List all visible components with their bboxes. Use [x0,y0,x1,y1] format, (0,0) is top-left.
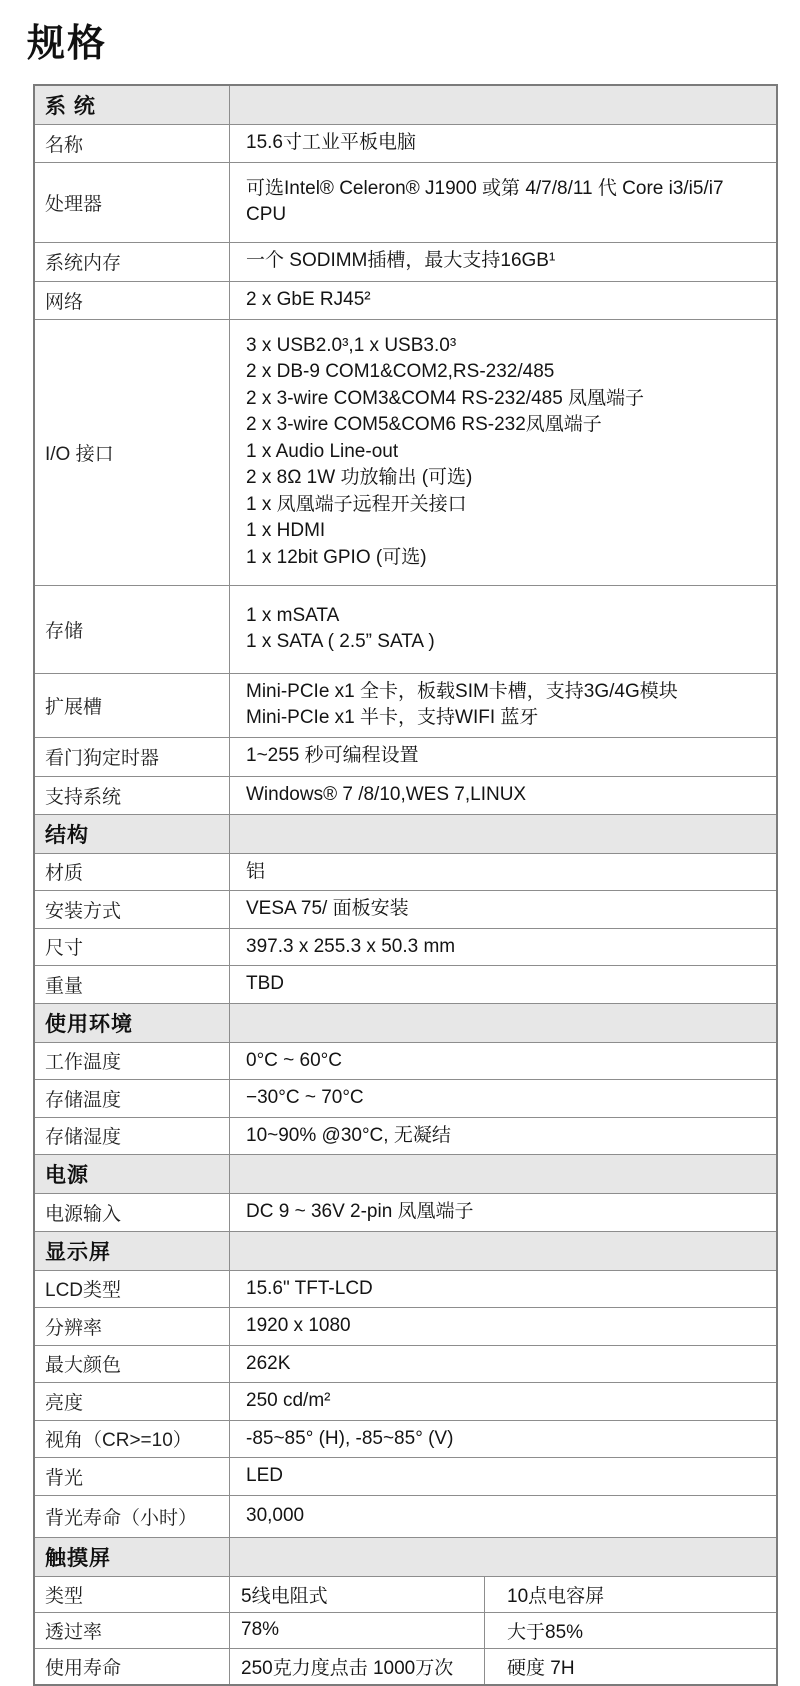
section-header-structure [35,815,776,854]
spec-row-touch-1 [35,1613,776,1649]
row-value-col-1: 10点电容屏 [507,1585,605,1607]
row-label-cell [35,163,230,242]
row-label: 背光 [45,1467,84,1489]
row-value-split [230,1649,776,1684]
row-value-line: 397.3 x 255.3 x 50.3 mm [246,935,456,957]
row-value-line: 0°C ~ 60°C [246,1049,342,1071]
row-value-cell [230,929,776,966]
spec-row-structure-3 [35,966,776,1004]
row-value-line: 1 x Audio Line-out [246,440,399,462]
section-header-fill [230,815,776,853]
row-value-cell [230,163,776,242]
row-value-line: 1 x HDMI [246,520,326,542]
row-label-cell [35,586,230,673]
row-label: 看门狗定时器 [45,748,160,769]
spec-row-system-1 [35,163,776,243]
row-label-cell [35,1271,230,1308]
row-label-cell [35,674,230,737]
section-header-fill [230,1232,776,1270]
section-header-label [35,1232,230,1270]
spec-row-system-0 [35,125,776,163]
spec-row-system-5 [35,586,776,674]
row-value-line: 10~90% @30°C, 无凝结 [246,1124,451,1146]
spec-row-display-2 [35,1346,776,1384]
row-label: 类型 [45,1585,84,1607]
row-value-line: Mini-PCIe x1 全卡，板载SIM卡槽，支持3G/4G模块 [246,680,678,702]
row-value-line: 1920 x 1080 [246,1315,351,1336]
row-value-cell [230,738,776,776]
spec-row-system-7 [35,738,776,777]
row-value-col-1: 大于85% [507,1621,584,1643]
row-value-line: LED [246,1465,283,1486]
row-label: 透过率 [45,1621,103,1643]
row-label: 分辨率 [45,1317,103,1339]
row-label: I/O 接口 [45,443,114,465]
row-label: 存储温度 [45,1089,122,1111]
section-header-label [35,86,230,124]
row-value-line: 2 x GbE RJ45² [246,288,371,310]
row-label-cell [35,1613,230,1648]
row-value-cell [230,674,776,737]
row-value-line: 1 x 12bit GPIO (可选) [246,546,427,568]
row-value-cell [230,1080,776,1117]
row-value-cell [230,282,776,319]
row-value-col-0: 78% [230,1613,485,1648]
section-header-text: 触摸屏 [45,1546,111,1570]
spec-row-power-0 [35,1194,776,1232]
spec-row-display-4 [35,1421,776,1459]
section-header-label [35,1538,230,1576]
row-value-line: 30,000 [246,1504,305,1526]
row-value-cell [230,320,776,585]
row-label: 安装方式 [45,900,122,922]
spec-row-system-8 [35,777,776,815]
row-value-cell [230,1308,776,1345]
row-label-cell [35,1308,230,1345]
page-title: 规格 [27,23,108,65]
row-value-line: Mini-PCIe x1 半卡，支持WIFI 蓝牙 [246,707,539,728]
row-label-cell [35,320,230,585]
row-label: 重量 [45,975,84,997]
row-value-cell [230,891,776,928]
row-value-cell [230,1383,776,1420]
row-label: 处理器 [45,193,103,215]
row-label-cell [35,1346,230,1383]
row-label: 电源输入 [45,1203,122,1225]
row-value-col-1: 硬度 7H [507,1657,575,1679]
row-value-line: 可选Intel® Celeron® J1900 或第 4/7/8/11 代 Core i3/i5/i7 CPU [246,177,724,225]
row-value-cell [230,777,776,814]
row-label: 材质 [45,863,84,885]
row-value-line: 15.6" TFT-LCD [246,1277,373,1299]
row-label-cell [35,125,230,162]
row-value-line: 一个 SODIMM插槽，最大支持16GB¹ [246,250,556,272]
spec-row-system-3 [35,282,776,320]
row-label-cell [35,777,230,814]
row-label: 工作温度 [45,1052,122,1074]
row-value-line: 15.6寸工业平板电脑 [246,132,416,153]
spec-row-touch-2 [35,1649,776,1684]
row-value-split [230,1613,776,1648]
row-label-cell [35,282,230,319]
row-label: 使用寿命 [45,1657,122,1679]
row-label-cell [35,891,230,928]
section-header-display [35,1232,776,1271]
row-label-cell [35,1496,230,1537]
section-header-text: 结构 [45,823,89,847]
row-label-cell [35,1194,230,1231]
spec-row-display-1 [35,1308,776,1346]
row-value-line: 2 x DB-9 COM1&COM2,RS-232/485 [246,361,555,383]
spec-row-system-2 [35,243,776,282]
row-value-line: 1 x SATA ( 2.5” SATA ) [246,631,435,652]
row-label: 尺寸 [45,938,84,960]
row-value-line: 1 x mSATA [246,604,340,626]
spec-row-system-4 [35,320,776,586]
row-value-line: 3 x USB2.0³,1 x USB3.0³ [246,334,457,356]
spec-row-structure-1 [35,891,776,929]
row-label-cell [35,1383,230,1420]
row-label-cell [35,1458,230,1495]
section-header-fill [230,1004,776,1042]
row-value-line: Windows® 7 /8/10,WES 7,LINUX [246,783,527,805]
section-header-fill [230,1155,776,1193]
row-value-cell [230,1421,776,1458]
row-value-line: -85~85° (H), -85~85° (V) [246,1427,454,1449]
row-label-cell [35,1118,230,1155]
row-label: 系统内存 [45,253,122,274]
row-label: 支持系统 [45,786,122,808]
row-label-cell [35,966,230,1003]
section-header-label [35,1004,230,1042]
row-label-cell [35,243,230,281]
section-header-power [35,1155,776,1194]
spec-row-structure-2 [35,929,776,967]
spec-row-display-0 [35,1271,776,1309]
section-header-text: 使用环境 [45,1012,133,1036]
row-value-line: 2 x 8Ω 1W 功放输出 (可选) [246,467,473,489]
row-label-cell [35,1421,230,1458]
row-value-line: 铝 [246,860,266,882]
row-value-line: 1~255 秒可编程设置 [246,745,419,767]
row-label-cell [35,929,230,966]
row-label: 最大颜色 [45,1355,122,1377]
spec-row-environment-2 [35,1118,776,1156]
row-label-cell [35,1043,230,1080]
row-label: LCD类型 [45,1280,122,1302]
spec-table [33,84,778,1686]
row-label: 背光寿命（小时） [45,1507,198,1529]
row-value-cell [230,1458,776,1495]
spec-row-display-6 [35,1496,776,1538]
spec-row-environment-0 [35,1043,776,1081]
row-value-col-0: 5线电阻式 [230,1577,485,1612]
row-value-cell [230,966,776,1003]
row-value-cell [230,243,776,281]
section-header-text: 电源 [45,1164,89,1187]
row-value-split [230,1577,776,1612]
row-value-line: 262K [246,1352,291,1374]
row-value-cell [230,1496,776,1537]
row-label: 视角（CR>=10） [45,1430,192,1452]
row-value-cell [230,586,776,673]
section-header-fill [230,86,776,124]
spec-row-environment-1 [35,1080,776,1118]
row-value-line: VESA 75/ 面板安装 [246,898,409,919]
section-header-label [35,815,230,853]
section-header-touch [35,1538,776,1577]
row-value-cell [230,1271,776,1308]
row-label-cell [35,1649,230,1684]
section-header-text: 系 统 [45,95,96,118]
row-label: 名称 [45,134,84,156]
row-label-cell [35,738,230,776]
row-value-line: −30°C ~ 70°C [246,1087,364,1108]
row-label: 亮度 [45,1392,84,1414]
row-value-cell [230,1118,776,1155]
row-value-cell [230,125,776,162]
section-header-label [35,1155,230,1193]
row-value-line: TBD [246,973,284,994]
row-value-col-0: 250克力度点击 1000万次 [230,1649,485,1684]
row-value-line: 1 x 凤凰端子远程开关接口 [246,493,467,515]
section-header-text: 显示屏 [45,1240,111,1264]
spec-row-system-6 [35,674,776,738]
row-label: 存储湿度 [45,1127,122,1149]
row-label: 网络 [45,291,84,313]
section-header-environment [35,1004,776,1043]
spec-row-display-5 [35,1458,776,1496]
spec-sheet-page [0,12,800,1679]
row-label-cell [35,1080,230,1117]
row-label: 存储 [45,620,84,642]
spec-row-touch-0 [35,1577,776,1613]
row-value-line: 2 x 3-wire COM5&COM6 RS-232凤凰端子 [246,414,602,436]
row-label-cell [35,1577,230,1612]
row-value-cell [230,1194,776,1231]
row-value-cell [230,1346,776,1383]
row-value-cell [230,854,776,891]
row-value-line: 2 x 3-wire COM3&COM4 RS-232/485 凤凰端子 [246,387,645,409]
row-label-cell [35,854,230,891]
spec-row-display-3 [35,1383,776,1421]
row-value-cell [230,1043,776,1080]
row-value-line: DC 9 ~ 36V 2-pin 凤凰端子 [246,1201,474,1222]
section-header-system [35,86,776,125]
row-label: 扩展槽 [45,696,103,718]
section-header-fill [230,1538,776,1576]
spec-row-structure-0 [35,854,776,892]
row-value-line: 250 cd/m² [246,1390,331,1411]
